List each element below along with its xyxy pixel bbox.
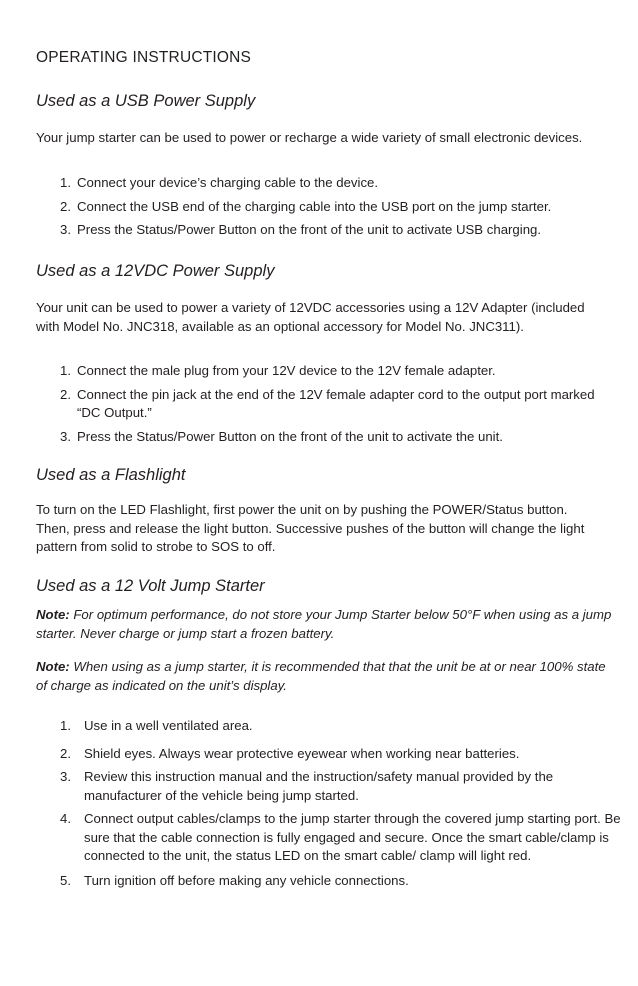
note-2	[36, 657, 616, 695]
usb-steps-list	[36, 174, 622, 240]
step-text: Shield eyes. Always wear protective eyewear when working near batteries.	[84, 745, 520, 761]
jump-steps-list	[36, 717, 622, 890]
list-item	[36, 768, 622, 805]
list-item	[36, 717, 622, 736]
step-text: Review this instruction manual and the instruction/safety manual provided by the manufacturer of the vehicle being jump started.	[84, 769, 554, 803]
list-item	[36, 386, 622, 423]
list-item	[36, 428, 622, 447]
step-number: 2.	[60, 745, 71, 761]
step-text: Turn ignition off before making any vehicle connections.	[84, 872, 409, 888]
page-title: OPERATING INSTRUCTIONS	[36, 49, 252, 66]
step-text: Connect your device’s charging cable to the device.	[77, 175, 379, 190]
step-text: Connect the male plug from your 12V device to the 12V female adapter.	[77, 363, 496, 378]
list-item	[36, 810, 622, 866]
step-number: 4.	[60, 811, 71, 826]
dc-steps-list	[36, 362, 622, 446]
list-item	[36, 198, 622, 217]
step-number: 3.	[60, 769, 71, 784]
step-number: 1.	[60, 363, 71, 378]
flashlight-body: To turn on the LED Flashlight, first power the unit on by pushing the POWER/Status button. Then, press and release the light button. Successive pushes of the button will change the light pattern from solid to strobe to SOS to off.	[36, 502, 585, 554]
step-number: 2.	[60, 386, 71, 402]
step-text: Connect the USB end of the charging cable into the USB port on the jump starter.	[77, 198, 552, 214]
note-1	[36, 605, 616, 643]
step-text: Press the Status/Power Button on the front of the unit to activate the unit.	[77, 428, 503, 444]
step-number: 2.	[60, 198, 71, 214]
step-text: Connect the pin jack at the end of the 12V female adapter cord to the output port marked “DC Output.”	[77, 386, 595, 420]
step-number: 5.	[60, 872, 71, 888]
step-number: 1.	[60, 175, 71, 190]
step-number: 1.	[60, 718, 71, 733]
step-text: Press the Status/Power Button on the front of the unit to activate USB charging.	[77, 222, 542, 237]
list-item	[36, 174, 622, 193]
note-label: Note:	[36, 607, 70, 622]
list-item	[36, 362, 622, 381]
step-text: Connect output cables/clamps to the jump starter through the covered jump starting port. Be sure that the cable connection is fully engaged and secure. Once the smart cable/clamp is connected to the unit, the status LED on the smart cable/ clamp will light red.	[84, 811, 621, 863]
note-text: When using as a jump starter, it is recommended that that the unit be at or near 100% state of charge as indicated on the unit’s display.	[36, 659, 606, 693]
dc-section-heading: Used as a 12VDC Power Supply	[36, 262, 275, 280]
note-text: For optimum performance, do not store your Jump Starter below 50°F when using as a jump starter. Never charge or jump start a frozen battery.	[36, 607, 612, 641]
list-item	[36, 745, 622, 764]
usb-section-heading: Used as a USB Power Supply	[36, 92, 256, 110]
list-item	[36, 872, 622, 891]
step-text: Use in a well ventilated area.	[84, 718, 253, 733]
list-item	[36, 221, 622, 240]
usb-intro: Your jump starter can be used to power or recharge a wide variety of small electronic devices.	[36, 130, 583, 145]
dc-intro: Your unit can be used to power a variety of 12VDC accessories using a 12V Adapter (included with Model No. JNC318, available as an optional accessory for Model No. JNC311).	[36, 300, 585, 334]
flashlight-section-heading: Used as a Flashlight	[36, 466, 186, 484]
step-number: 3.	[60, 222, 71, 237]
step-number: 3.	[60, 428, 71, 444]
note-label: Note:	[36, 659, 70, 674]
jump-section-heading: Used as a 12 Volt Jump Starter	[36, 577, 265, 595]
